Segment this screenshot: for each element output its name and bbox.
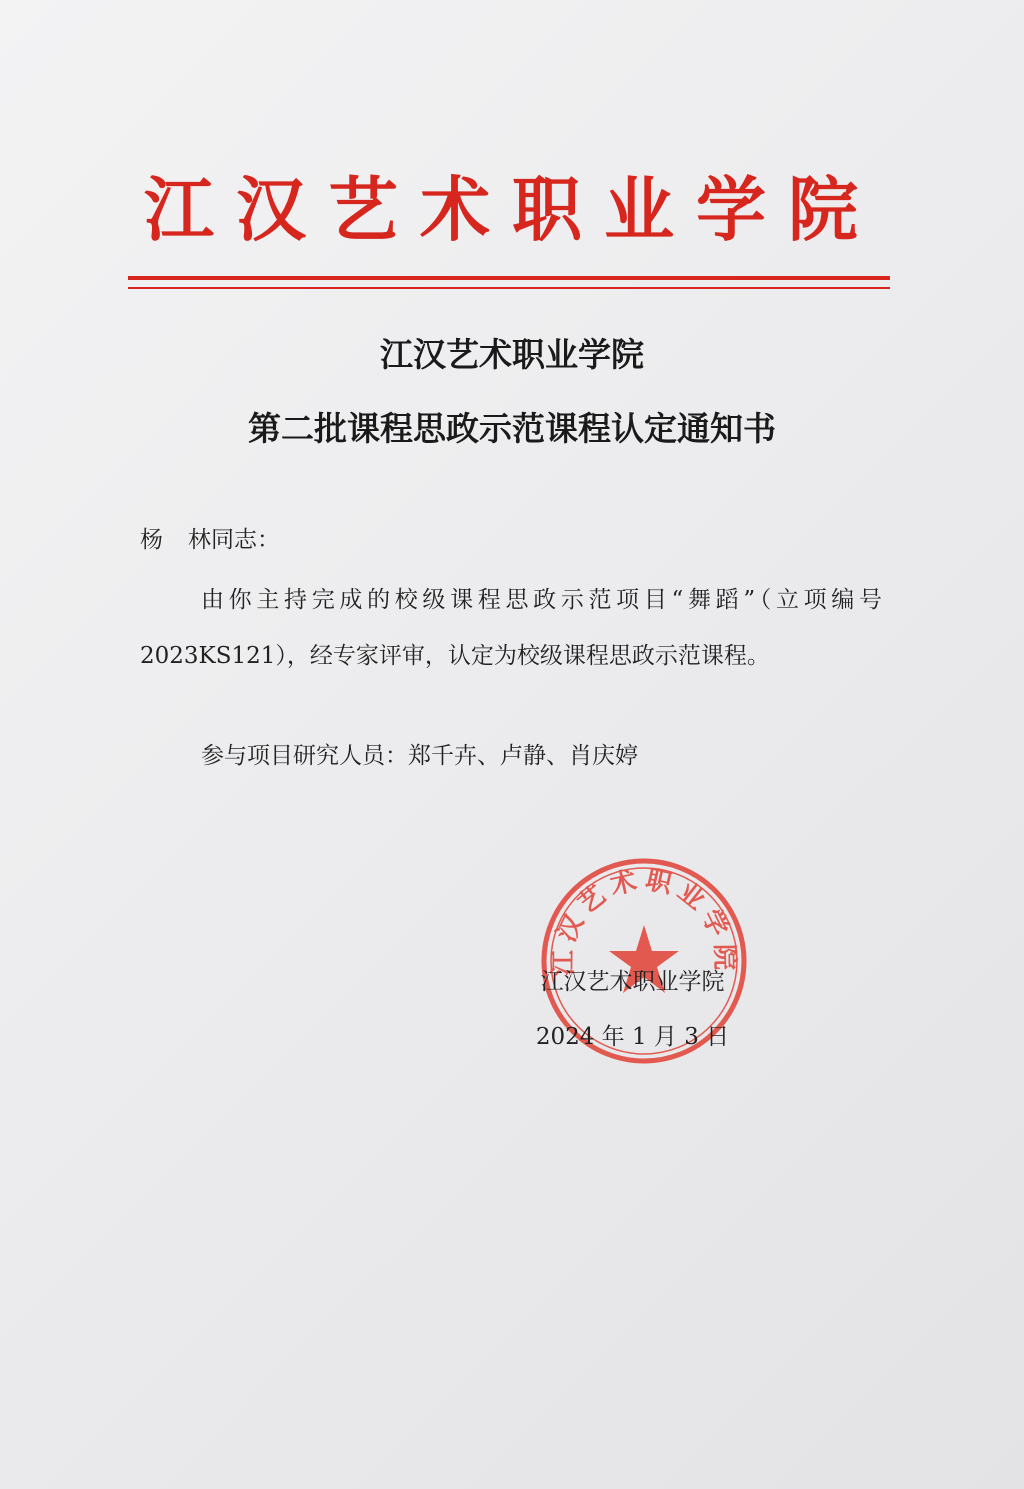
notice-title-line1: 江汉艺术职业学院 <box>380 335 644 374</box>
notice-paragraph: 由你主持完成的校级课程思政示范项目“舞蹈”（立项编号 2023KS121），经专家评审，认定为校级课程思政示范课程。 <box>140 587 882 669</box>
salutation-rest: 林同志： <box>188 527 280 553</box>
members-line: 参与项目研究人员：郑千卉、卢静、肖庆婷 <box>201 743 638 769</box>
letterhead-rule-thick <box>128 276 890 280</box>
notice-title-line2: 第二批课程思政示范课程认定通知书 <box>248 409 776 448</box>
letterhead-title: 江汉艺术职业学院 <box>144 168 880 251</box>
signature-date: 2024 年 1 月 3 日 <box>535 1024 730 1050</box>
letterhead-rule-thin <box>128 287 890 289</box>
signature-organization: 江汉艺术职业学院 <box>540 969 725 995</box>
svg-text:江汉艺术职业学院: 江汉艺术职业学院 <box>548 864 740 977</box>
salutation <box>140 523 280 557</box>
salutation-surname: 杨 <box>140 527 163 553</box>
